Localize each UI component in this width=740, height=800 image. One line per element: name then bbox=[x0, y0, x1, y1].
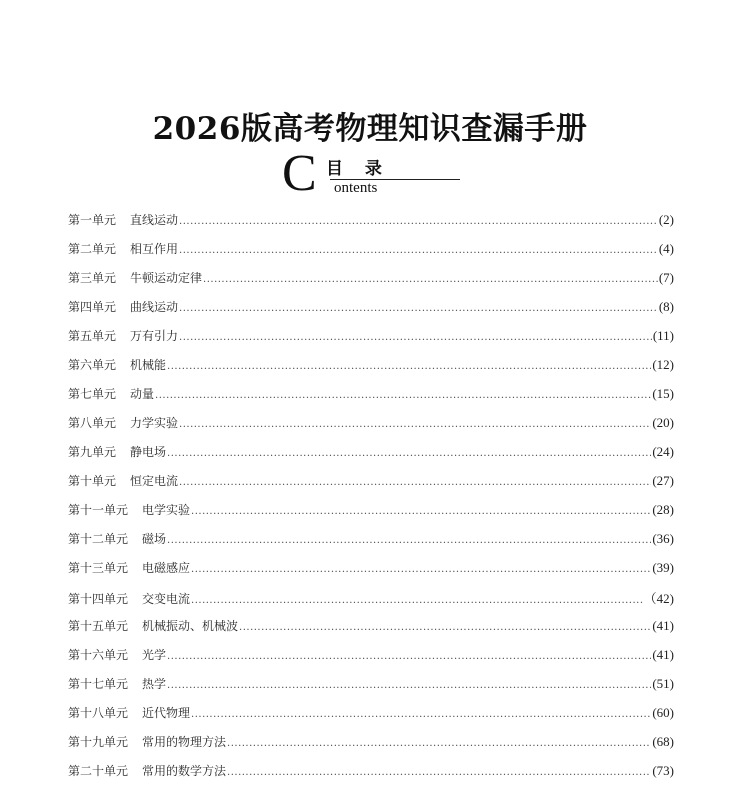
toc-topic: 力学实验 bbox=[130, 416, 179, 430]
toc-entry[interactable] bbox=[68, 443, 674, 472]
toc-entry[interactable] bbox=[68, 385, 674, 414]
toc-entry[interactable] bbox=[68, 675, 674, 704]
toc-topic: 曲线运动 bbox=[130, 300, 179, 314]
toc-unit: 第十八单元 bbox=[68, 706, 129, 720]
toc-topic: 万有引力 bbox=[130, 329, 179, 343]
toc-unit: 第八单元 bbox=[68, 416, 117, 430]
toc-unit: 第十五单元 bbox=[68, 619, 129, 633]
toc-topic: 热学 bbox=[142, 677, 167, 691]
dot-leader bbox=[179, 245, 658, 256]
toc-page-number: (36) bbox=[652, 531, 674, 546]
toc-entry[interactable] bbox=[68, 269, 674, 298]
toc-page-number: (28) bbox=[652, 502, 674, 517]
table-of-contents bbox=[68, 211, 674, 791]
dot-leader bbox=[191, 506, 651, 517]
toc-unit: 第十七单元 bbox=[68, 677, 129, 691]
toc-entry[interactable] bbox=[68, 559, 674, 588]
toc-unit: 第二单元 bbox=[68, 242, 117, 256]
dot-leader bbox=[191, 595, 643, 606]
toc-page-number: （42) bbox=[643, 591, 674, 606]
toc-entry[interactable] bbox=[68, 588, 674, 617]
contents-logo-letter: C bbox=[282, 145, 317, 202]
toc-page-number: (7) bbox=[658, 270, 674, 285]
toc-entry[interactable] bbox=[68, 704, 674, 733]
dot-leader bbox=[167, 448, 651, 459]
contents-subheading: ontents bbox=[334, 180, 378, 196]
toc-topic: 动量 bbox=[130, 387, 155, 401]
toc-page-number: (73) bbox=[652, 763, 674, 778]
dot-leader bbox=[179, 303, 658, 314]
dot-leader bbox=[179, 332, 652, 343]
toc-entry[interactable] bbox=[68, 298, 674, 327]
toc-unit: 第九单元 bbox=[68, 445, 117, 459]
dot-leader bbox=[167, 535, 651, 546]
toc-page-number: (39) bbox=[652, 560, 674, 575]
dot-leader bbox=[227, 767, 651, 778]
toc-topic: 磁场 bbox=[142, 532, 167, 546]
toc-entry[interactable] bbox=[68, 501, 674, 530]
toc-unit: 第三单元 bbox=[68, 271, 117, 285]
dot-leader bbox=[191, 564, 651, 575]
toc-unit: 第七单元 bbox=[68, 387, 117, 401]
toc-page-number: (41) bbox=[652, 647, 674, 662]
toc-unit: 第四单元 bbox=[68, 300, 117, 314]
toc-page-number: (24) bbox=[652, 444, 674, 459]
toc-unit: 第十单元 bbox=[68, 474, 117, 488]
dot-leader bbox=[179, 419, 651, 430]
dot-leader bbox=[179, 477, 651, 488]
toc-topic: 相互作用 bbox=[130, 242, 179, 256]
toc-unit: 第二十单元 bbox=[68, 764, 129, 778]
toc-unit: 第五单元 bbox=[68, 329, 117, 343]
toc-topic: 恒定电流 bbox=[130, 474, 179, 488]
toc-page-number: (68) bbox=[652, 734, 674, 749]
dot-leader bbox=[155, 390, 651, 401]
dot-leader bbox=[167, 361, 651, 372]
dot-leader bbox=[167, 680, 651, 691]
toc-page-number: (4) bbox=[658, 241, 674, 256]
contents-logo bbox=[282, 145, 462, 202]
toc-entry[interactable] bbox=[68, 240, 674, 269]
toc-topic: 牛顿运动定律 bbox=[130, 271, 203, 285]
toc-unit: 第十二单元 bbox=[68, 532, 129, 546]
toc-page-number: (60) bbox=[652, 705, 674, 720]
toc-page-number: (41) bbox=[652, 618, 674, 633]
dot-leader bbox=[191, 709, 651, 720]
dot-leader bbox=[167, 651, 651, 662]
dot-leader bbox=[179, 216, 658, 227]
toc-topic: 静电场 bbox=[130, 445, 167, 459]
toc-unit: 第一单元 bbox=[68, 213, 117, 227]
toc-topic: 光学 bbox=[142, 648, 167, 662]
toc-entry[interactable] bbox=[68, 530, 674, 559]
toc-page-number: (15) bbox=[652, 386, 674, 401]
toc-unit: 第十三单元 bbox=[68, 561, 129, 575]
dot-leader bbox=[227, 738, 651, 749]
toc-unit: 第六单元 bbox=[68, 358, 117, 372]
toc-entry[interactable] bbox=[68, 617, 674, 646]
toc-entry[interactable] bbox=[68, 733, 674, 762]
toc-unit: 第十九单元 bbox=[68, 735, 129, 749]
toc-unit: 第十四单元 bbox=[68, 592, 129, 606]
toc-topic: 近代物理 bbox=[142, 706, 191, 720]
toc-entry[interactable] bbox=[68, 327, 674, 356]
toc-entry[interactable] bbox=[68, 356, 674, 385]
toc-page-number: (11) bbox=[652, 328, 674, 343]
toc-entry[interactable] bbox=[68, 211, 674, 240]
toc-page-number: (12) bbox=[652, 357, 674, 372]
toc-topic: 常用的物理方法 bbox=[142, 735, 227, 749]
contents-heading: 目 录 bbox=[326, 159, 390, 179]
dot-leader bbox=[203, 274, 658, 285]
toc-topic: 常用的数学方法 bbox=[142, 764, 227, 778]
dot-leader bbox=[239, 622, 651, 633]
toc-topic: 机械振动、机械波 bbox=[142, 619, 239, 633]
document-title: 2026版高考物理知识查漏手册 bbox=[152, 111, 588, 147]
toc-page-number: (20) bbox=[652, 415, 674, 430]
toc-topic: 直线运动 bbox=[130, 213, 179, 227]
toc-page-number: (8) bbox=[658, 299, 674, 314]
toc-page-number: (27) bbox=[652, 473, 674, 488]
toc-page-number: (2) bbox=[658, 212, 674, 227]
toc-topic: 电学实验 bbox=[142, 503, 191, 517]
toc-entry[interactable] bbox=[68, 414, 674, 443]
toc-entry[interactable] bbox=[68, 762, 674, 791]
toc-topic: 交变电流 bbox=[142, 592, 191, 606]
toc-unit: 第十一单元 bbox=[68, 503, 129, 517]
toc-page-number: (51) bbox=[652, 676, 674, 691]
toc-topic: 电磁感应 bbox=[142, 561, 191, 575]
toc-unit: 第十六单元 bbox=[68, 648, 129, 662]
toc-entry[interactable] bbox=[68, 646, 674, 675]
toc-topic: 机械能 bbox=[130, 358, 167, 372]
toc-entry[interactable] bbox=[68, 472, 674, 501]
